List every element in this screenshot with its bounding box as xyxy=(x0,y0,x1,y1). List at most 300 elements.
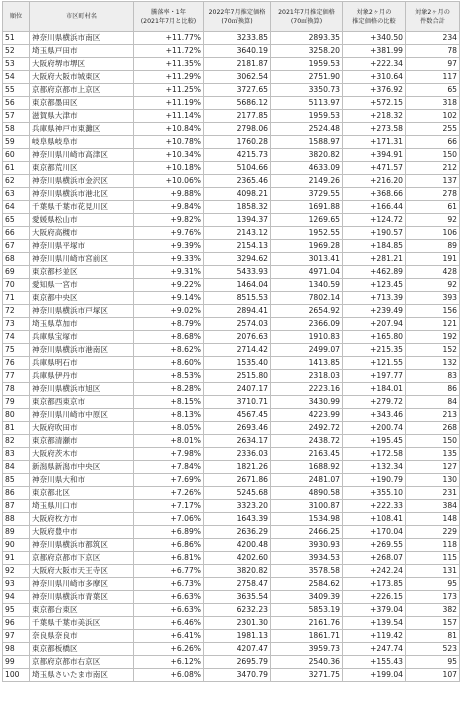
price-2021-cell: 2223.16 xyxy=(271,383,343,396)
table-row xyxy=(3,162,460,175)
count-cell: 102 xyxy=(406,110,460,123)
city-cell: 奈良県奈良市 xyxy=(30,630,134,643)
ranking-table xyxy=(2,1,460,682)
price-diff-cell: +170.04 xyxy=(343,526,406,539)
price-2022-cell: 1535.40 xyxy=(204,357,271,370)
city-cell: 東京都荒川区 xyxy=(30,162,134,175)
table-row xyxy=(3,474,460,487)
price-2022-cell: 8515.53 xyxy=(204,292,271,305)
price-2021-cell: 3409.39 xyxy=(271,591,343,604)
price-2021-cell: 1959.53 xyxy=(271,58,343,71)
count-cell: 115 xyxy=(406,552,460,565)
table-row xyxy=(3,487,460,500)
price-2021-cell: 2149.26 xyxy=(271,175,343,188)
price-diff-cell: +471.57 xyxy=(343,162,406,175)
change-rate-cell: +8.28% xyxy=(134,383,204,396)
change-rate-cell: +11.25% xyxy=(134,84,204,97)
price-diff-cell: +279.72 xyxy=(343,396,406,409)
change-rate-cell: +7.26% xyxy=(134,487,204,500)
city-cell: 神奈川県横浜市青葉区 xyxy=(30,591,134,604)
change-rate-cell: +10.18% xyxy=(134,162,204,175)
count-cell: 268 xyxy=(406,422,460,435)
table-row xyxy=(3,552,460,565)
city-cell: 埼玉県さいたま市南区 xyxy=(30,669,134,682)
price-2022-cell: 4098.21 xyxy=(204,188,271,201)
header-line: 市区町村名 xyxy=(66,13,97,20)
price-diff-cell: +184.85 xyxy=(343,240,406,253)
count-cell: 428 xyxy=(406,266,460,279)
price-diff-cell: +197.77 xyxy=(343,370,406,383)
price-2021-cell: 4971.04 xyxy=(271,266,343,279)
header-line: 件数合計 xyxy=(420,17,445,25)
table-row xyxy=(3,266,460,279)
price-2021-cell: 5853.19 xyxy=(271,604,343,617)
count-cell: 173 xyxy=(406,591,460,604)
price-diff-cell: +108.41 xyxy=(343,513,406,526)
header-line: 対象2ヶ月の xyxy=(356,8,392,16)
header-row xyxy=(3,2,460,32)
count-cell: 130 xyxy=(406,474,460,487)
rank-cell: 100 xyxy=(3,669,30,682)
price-diff-cell: +713.39 xyxy=(343,292,406,305)
price-diff-cell: +207.94 xyxy=(343,318,406,331)
change-rate-cell: +6.73% xyxy=(134,578,204,591)
change-rate-cell: +6.86% xyxy=(134,539,204,552)
table-row xyxy=(3,331,460,344)
change-rate-cell: +6.63% xyxy=(134,591,204,604)
price-2021-cell: 2438.72 xyxy=(271,435,343,448)
price-2021-cell: 2163.45 xyxy=(271,448,343,461)
table-row xyxy=(3,227,460,240)
rank-cell: 53 xyxy=(3,58,30,71)
rank-cell: 88 xyxy=(3,513,30,526)
price-diff-cell: +343.46 xyxy=(343,409,406,422)
price-diff-cell: +310.64 xyxy=(343,71,406,84)
price-2021-cell: 2499.07 xyxy=(271,344,343,357)
price-2021-cell: 3959.73 xyxy=(271,643,343,656)
price-diff-cell: +184.01 xyxy=(343,383,406,396)
change-rate-cell: +8.62% xyxy=(134,344,204,357)
city-cell: 京都府京都市下京区 xyxy=(30,552,134,565)
price-2021-cell: 1588.97 xyxy=(271,136,343,149)
price-2021-cell: 1861.71 xyxy=(271,630,343,643)
rank-cell: 71 xyxy=(3,292,30,305)
table-row xyxy=(3,318,460,331)
price-2022-cell: 2634.17 xyxy=(204,435,271,448)
change-rate-cell: +11.29% xyxy=(134,71,204,84)
price-2021-cell: 3578.58 xyxy=(271,565,343,578)
header-line: 対象2ヶ月の xyxy=(415,8,450,16)
price-diff-cell: +242.24 xyxy=(343,565,406,578)
price-2022-cell: 3635.54 xyxy=(204,591,271,604)
count-cell: 318 xyxy=(406,97,460,110)
price-2021-cell: 2481.07 xyxy=(271,474,343,487)
price-2021-cell: 2893.35 xyxy=(271,32,343,45)
price-2022-cell: 1643.39 xyxy=(204,513,271,526)
table-row xyxy=(3,45,460,58)
rank-cell: 70 xyxy=(3,279,30,292)
price-2021-cell: 3934.53 xyxy=(271,552,343,565)
count-cell: 127 xyxy=(406,461,460,474)
change-rate-header xyxy=(134,2,204,32)
change-rate-cell: +9.82% xyxy=(134,214,204,227)
price-2021-cell: 1534.98 xyxy=(271,513,343,526)
price-2022-cell: 5433.93 xyxy=(204,266,271,279)
count-cell: 61 xyxy=(406,201,460,214)
rank-cell: 80 xyxy=(3,409,30,422)
rank-cell: 56 xyxy=(3,97,30,110)
change-rate-cell: +11.19% xyxy=(134,97,204,110)
change-rate-cell: +6.08% xyxy=(134,669,204,682)
change-rate-cell: +9.88% xyxy=(134,188,204,201)
price-2021-cell: 2584.62 xyxy=(271,578,343,591)
price-diff-cell: +381.99 xyxy=(343,45,406,58)
city-cell: 岐阜県岐阜市 xyxy=(30,136,134,149)
count-cell: 278 xyxy=(406,188,460,201)
city-cell: 大阪府豊中市 xyxy=(30,526,134,539)
price-diff-header xyxy=(343,2,406,32)
price-2021-cell: 3430.99 xyxy=(271,396,343,409)
price-2021-cell: 2366.09 xyxy=(271,318,343,331)
city-cell: 神奈川県川崎市多摩区 xyxy=(30,578,134,591)
table-row xyxy=(3,240,460,253)
count-cell: 92 xyxy=(406,214,460,227)
table-row xyxy=(3,396,460,409)
city-cell: 大阪府枚方市 xyxy=(30,513,134,526)
price-2022-cell: 4200.48 xyxy=(204,539,271,552)
city-cell: 東京都板橋区 xyxy=(30,643,134,656)
price-2022-cell: 1394.37 xyxy=(204,214,271,227)
price-2021-cell: 2492.72 xyxy=(271,422,343,435)
rank-cell: 57 xyxy=(3,110,30,123)
table-row xyxy=(3,292,460,305)
price-2022-cell: 4207.47 xyxy=(204,643,271,656)
price-2022-cell: 2515.80 xyxy=(204,370,271,383)
city-cell: 神奈川県横浜市戸塚区 xyxy=(30,305,134,318)
price-diff-cell: +247.74 xyxy=(343,643,406,656)
price-diff-cell: +239.49 xyxy=(343,305,406,318)
price-2022-cell: 5245.68 xyxy=(204,487,271,500)
count-cell: 229 xyxy=(406,526,460,539)
count-cell: 192 xyxy=(406,331,460,344)
change-rate-cell: +10.78% xyxy=(134,136,204,149)
price-2022-header xyxy=(204,2,271,32)
count-cell: 150 xyxy=(406,435,460,448)
price-diff-cell: +200.74 xyxy=(343,422,406,435)
price-2021-cell: 3820.82 xyxy=(271,149,343,162)
rank-cell: 72 xyxy=(3,305,30,318)
price-diff-cell: +216.20 xyxy=(343,175,406,188)
price-2022-cell: 4215.73 xyxy=(204,149,271,162)
table-row xyxy=(3,97,460,110)
rank-cell: 59 xyxy=(3,136,30,149)
city-cell: 神奈川県川崎市高津区 xyxy=(30,149,134,162)
table-row xyxy=(3,305,460,318)
price-2021-cell: 3013.41 xyxy=(271,253,343,266)
price-diff-cell: +222.34 xyxy=(343,58,406,71)
change-rate-cell: +9.31% xyxy=(134,266,204,279)
table-row xyxy=(3,669,460,682)
count-cell: 81 xyxy=(406,630,460,643)
table-row xyxy=(3,539,460,552)
price-2022-cell: 2758.47 xyxy=(204,578,271,591)
count-cell: 234 xyxy=(406,32,460,45)
table-row xyxy=(3,370,460,383)
rank-cell: 94 xyxy=(3,591,30,604)
price-2022-cell: 3233.85 xyxy=(204,32,271,45)
price-diff-cell: +166.44 xyxy=(343,201,406,214)
table-row xyxy=(3,149,460,162)
city-header xyxy=(30,2,134,32)
table-row xyxy=(3,500,460,513)
table-row xyxy=(3,253,460,266)
city-cell: 大阪府吹田市 xyxy=(30,422,134,435)
city-cell: 東京都清瀬市 xyxy=(30,435,134,448)
price-2021-cell: 3100.87 xyxy=(271,500,343,513)
city-cell: 神奈川県平塚市 xyxy=(30,240,134,253)
change-rate-cell: +6.77% xyxy=(134,565,204,578)
change-rate-cell: +8.60% xyxy=(134,357,204,370)
price-diff-cell: +281.21 xyxy=(343,253,406,266)
price-2022-cell: 1464.04 xyxy=(204,279,271,292)
header-line: 2021年7月推定価格 xyxy=(278,8,335,16)
price-2021-cell: 2524.48 xyxy=(271,123,343,136)
price-diff-cell: +355.10 xyxy=(343,487,406,500)
city-cell: 神奈川県横浜市都筑区 xyxy=(30,539,134,552)
rank-cell: 97 xyxy=(3,630,30,643)
rank-cell: 87 xyxy=(3,500,30,513)
rank-cell: 65 xyxy=(3,214,30,227)
change-rate-cell: +8.68% xyxy=(134,331,204,344)
count-cell: 84 xyxy=(406,396,460,409)
header-line: (2021年7月と比較) xyxy=(140,17,197,25)
price-2022-cell: 2177.85 xyxy=(204,110,271,123)
price-2022-cell: 3294.62 xyxy=(204,253,271,266)
table-row xyxy=(3,136,460,149)
price-2022-cell: 2798.06 xyxy=(204,123,271,136)
count-cell: 121 xyxy=(406,318,460,331)
price-2021-cell: 1910.83 xyxy=(271,331,343,344)
price-2021-cell: 2540.36 xyxy=(271,656,343,669)
price-2022-cell: 1981.13 xyxy=(204,630,271,643)
city-cell: 京都府京都市右京区 xyxy=(30,656,134,669)
table-row xyxy=(3,279,460,292)
rank-cell: 99 xyxy=(3,656,30,669)
change-rate-cell: +9.39% xyxy=(134,240,204,253)
price-diff-cell: +273.58 xyxy=(343,123,406,136)
price-2022-cell: 2636.29 xyxy=(204,526,271,539)
count-cell: 157 xyxy=(406,617,460,630)
table-row xyxy=(3,58,460,71)
table-row xyxy=(3,422,460,435)
rank-cell: 77 xyxy=(3,370,30,383)
rank-cell: 63 xyxy=(3,188,30,201)
count-cell: 92 xyxy=(406,279,460,292)
header-line: 騰落率・1年 xyxy=(151,8,186,16)
price-2022-cell: 2693.46 xyxy=(204,422,271,435)
price-2022-cell: 2154.13 xyxy=(204,240,271,253)
price-diff-cell: +121.55 xyxy=(343,357,406,370)
price-2021-cell: 1688.92 xyxy=(271,461,343,474)
count-cell: 131 xyxy=(406,565,460,578)
price-2022-cell: 2574.03 xyxy=(204,318,271,331)
rank-cell: 86 xyxy=(3,487,30,500)
price-diff-cell: +376.92 xyxy=(343,84,406,97)
rank-cell: 96 xyxy=(3,617,30,630)
table-row xyxy=(3,123,460,136)
price-2021-cell: 1269.65 xyxy=(271,214,343,227)
price-2021-cell: 1959.53 xyxy=(271,110,343,123)
change-rate-cell: +9.02% xyxy=(134,305,204,318)
count-cell: 148 xyxy=(406,513,460,526)
change-rate-cell: +10.06% xyxy=(134,175,204,188)
price-2021-cell: 1340.59 xyxy=(271,279,343,292)
rank-cell: 81 xyxy=(3,422,30,435)
header-line: 2022年7月推定価格 xyxy=(208,8,266,16)
city-cell: 東京都墨田区 xyxy=(30,97,134,110)
price-2021-cell: 1952.55 xyxy=(271,227,343,240)
price-diff-cell: +123.45 xyxy=(343,279,406,292)
price-2021-cell: 2654.92 xyxy=(271,305,343,318)
city-cell: 東京都中央区 xyxy=(30,292,134,305)
change-rate-cell: +11.72% xyxy=(134,45,204,58)
count-cell: 212 xyxy=(406,162,460,175)
count-cell: 95 xyxy=(406,578,460,591)
table-row xyxy=(3,513,460,526)
price-2022-cell: 2365.46 xyxy=(204,175,271,188)
city-cell: 神奈川県川崎市宮前区 xyxy=(30,253,134,266)
price-2021-cell: 7802.14 xyxy=(271,292,343,305)
count-cell: 255 xyxy=(406,123,460,136)
table-row xyxy=(3,357,460,370)
city-cell: 大阪府茨木市 xyxy=(30,448,134,461)
count-cell: 135 xyxy=(406,448,460,461)
rank-cell: 85 xyxy=(3,474,30,487)
table-row xyxy=(3,578,460,591)
change-rate-cell: +7.84% xyxy=(134,461,204,474)
rank-cell: 76 xyxy=(3,357,30,370)
price-diff-cell: +462.89 xyxy=(343,266,406,279)
price-diff-cell: +394.91 xyxy=(343,149,406,162)
price-2022-cell: 5686.12 xyxy=(204,97,271,110)
count-cell: 191 xyxy=(406,253,460,266)
header-line: 順位 xyxy=(9,13,23,20)
price-diff-cell: +269.55 xyxy=(343,539,406,552)
price-2022-cell: 6232.23 xyxy=(204,604,271,617)
change-rate-cell: +7.98% xyxy=(134,448,204,461)
price-diff-cell: +155.43 xyxy=(343,656,406,669)
rank-cell: 51 xyxy=(3,32,30,45)
count-header xyxy=(406,2,460,32)
price-2022-cell: 1858.32 xyxy=(204,201,271,214)
city-cell: 兵庫県神戸市東灘区 xyxy=(30,123,134,136)
price-2022-cell: 4567.45 xyxy=(204,409,271,422)
change-rate-cell: +11.14% xyxy=(134,110,204,123)
change-rate-cell: +9.84% xyxy=(134,201,204,214)
price-diff-cell: +572.15 xyxy=(343,97,406,110)
table-row xyxy=(3,565,460,578)
count-cell: 156 xyxy=(406,305,460,318)
price-diff-cell: +379.04 xyxy=(343,604,406,617)
price-diff-cell: +340.50 xyxy=(343,32,406,45)
city-cell: 愛知県一宮市 xyxy=(30,279,134,292)
header-line: 推定価格の比較 xyxy=(352,17,396,25)
rank-cell: 64 xyxy=(3,201,30,214)
count-cell: 118 xyxy=(406,539,460,552)
city-cell: 大阪府高槻市 xyxy=(30,227,134,240)
change-rate-cell: +6.26% xyxy=(134,643,204,656)
city-cell: 東京都杉並区 xyxy=(30,266,134,279)
price-diff-cell: +226.15 xyxy=(343,591,406,604)
rank-cell: 98 xyxy=(3,643,30,656)
price-diff-cell: +268.07 xyxy=(343,552,406,565)
price-2021-cell: 1969.28 xyxy=(271,240,343,253)
count-cell: 523 xyxy=(406,643,460,656)
change-rate-cell: +6.41% xyxy=(134,630,204,643)
city-cell: 京都府京都市上京区 xyxy=(30,84,134,97)
table-row xyxy=(3,32,460,45)
rank-cell: 90 xyxy=(3,539,30,552)
price-2022-cell: 2336.03 xyxy=(204,448,271,461)
price-2022-cell: 5104.66 xyxy=(204,162,271,175)
change-rate-cell: +11.77% xyxy=(134,32,204,45)
table-row xyxy=(3,448,460,461)
change-rate-cell: +9.14% xyxy=(134,292,204,305)
price-2021-cell: 4223.99 xyxy=(271,409,343,422)
city-cell: 神奈川県横浜市港南区 xyxy=(30,344,134,357)
table-row xyxy=(3,188,460,201)
city-cell: 兵庫県明石市 xyxy=(30,357,134,370)
table-row xyxy=(3,617,460,630)
rank-cell: 73 xyxy=(3,318,30,331)
rank-cell: 91 xyxy=(3,552,30,565)
change-rate-cell: +6.12% xyxy=(134,656,204,669)
price-2022-cell: 3470.79 xyxy=(204,669,271,682)
price-diff-cell: +222.33 xyxy=(343,500,406,513)
price-2021-cell: 1691.88 xyxy=(271,201,343,214)
table-row xyxy=(3,656,460,669)
count-cell: 117 xyxy=(406,71,460,84)
table-row xyxy=(3,461,460,474)
count-cell: 231 xyxy=(406,487,460,500)
count-cell: 97 xyxy=(406,58,460,71)
price-diff-cell: +368.66 xyxy=(343,188,406,201)
count-cell: 132 xyxy=(406,357,460,370)
rank-cell: 92 xyxy=(3,565,30,578)
rank-cell: 54 xyxy=(3,71,30,84)
table-row xyxy=(3,643,460,656)
price-2021-cell: 5113.97 xyxy=(271,97,343,110)
price-2021-cell: 4890.58 xyxy=(271,487,343,500)
price-2022-cell: 2143.12 xyxy=(204,227,271,240)
price-2021-header xyxy=(271,2,343,32)
rank-cell: 89 xyxy=(3,526,30,539)
change-rate-cell: +8.01% xyxy=(134,435,204,448)
rank-cell: 74 xyxy=(3,331,30,344)
city-cell: 東京都台東区 xyxy=(30,604,134,617)
rank-cell: 55 xyxy=(3,84,30,97)
city-cell: 千葉県千葉市花見川区 xyxy=(30,201,134,214)
city-cell: 神奈川県横浜市金沢区 xyxy=(30,175,134,188)
table-row xyxy=(3,526,460,539)
price-2022-cell: 4202.60 xyxy=(204,552,271,565)
price-diff-cell: +132.34 xyxy=(343,461,406,474)
city-cell: 滋賀県大津市 xyxy=(30,110,134,123)
price-diff-cell: +195.45 xyxy=(343,435,406,448)
city-cell: 東京都北区 xyxy=(30,487,134,500)
rank-cell: 83 xyxy=(3,448,30,461)
table-row xyxy=(3,201,460,214)
